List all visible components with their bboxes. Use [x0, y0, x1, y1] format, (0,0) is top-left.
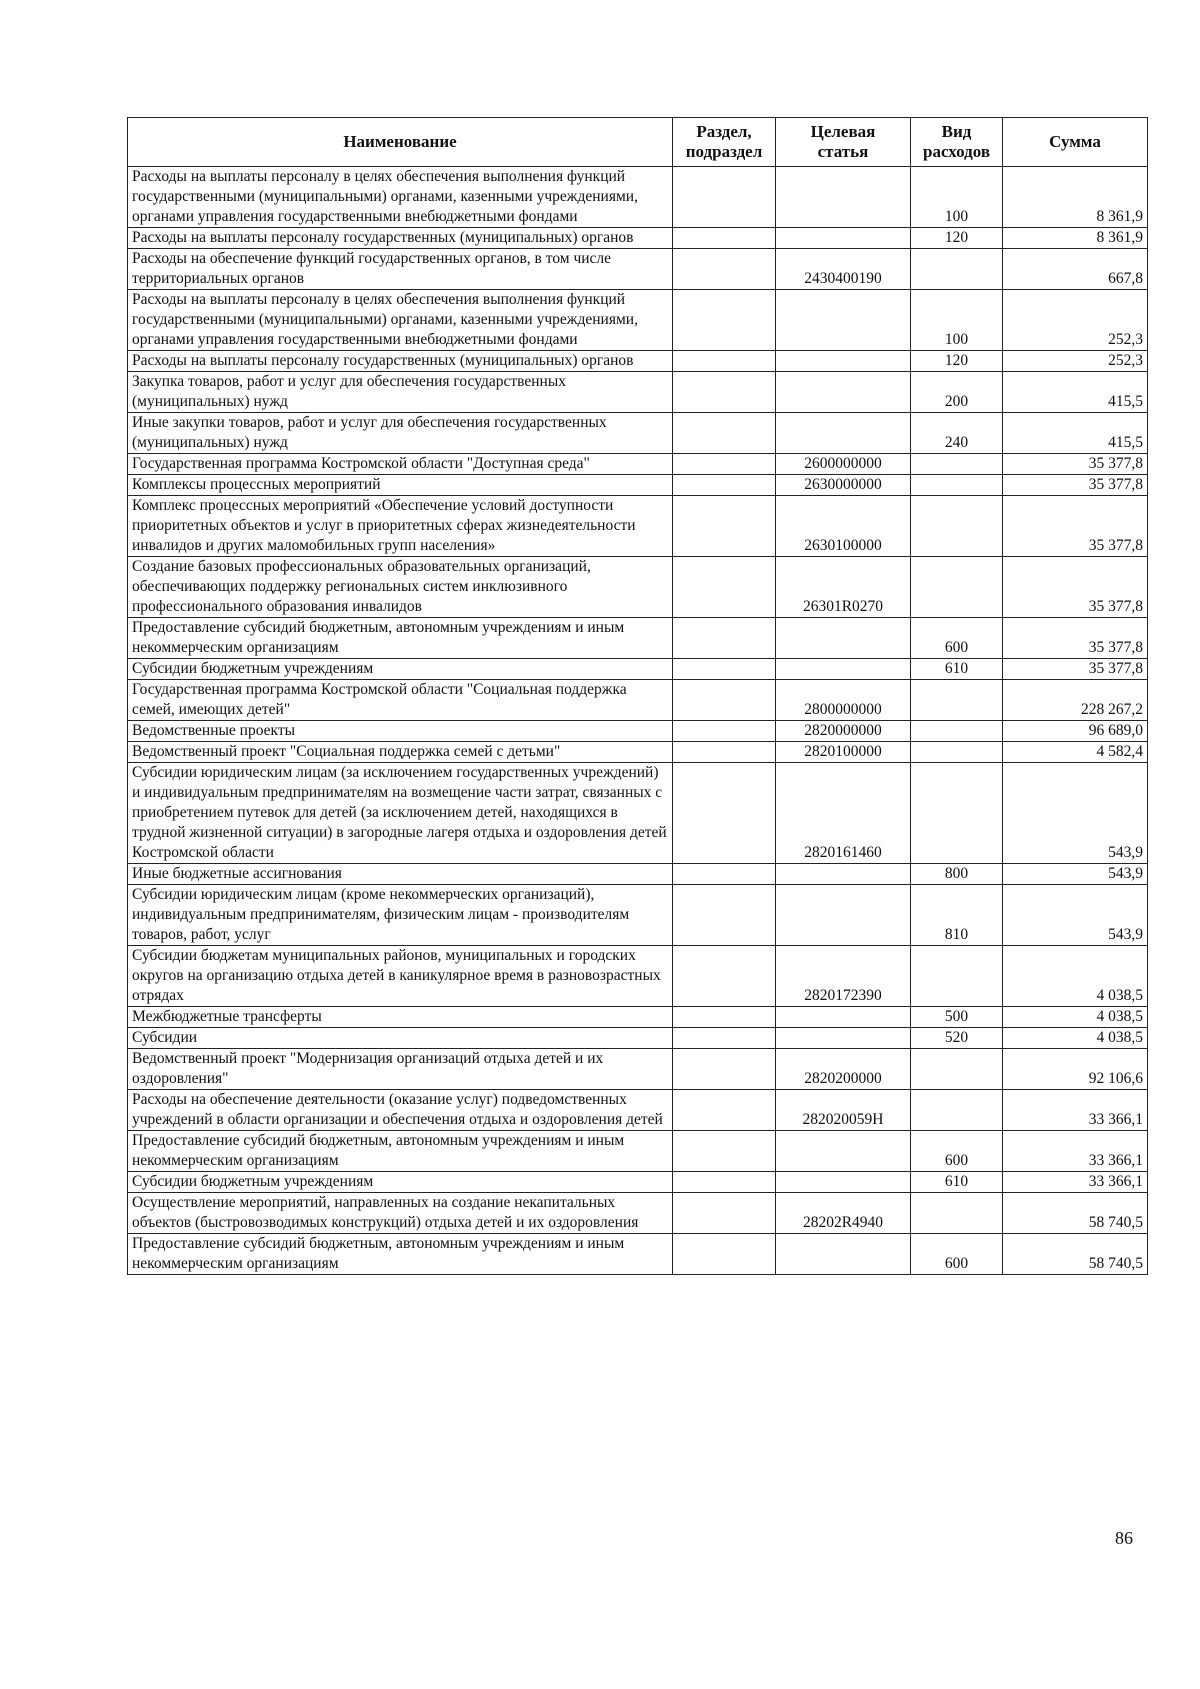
row-type: 500 [911, 1007, 1003, 1028]
row-target: 2800000000 [776, 680, 911, 721]
row-name: Расходы на выплаты персоналу государственных (муниципальных) органов [128, 228, 673, 249]
row-sum: 33 366,1 [1003, 1090, 1148, 1131]
table-row [128, 721, 1148, 742]
row-type [911, 680, 1003, 721]
row-type [911, 475, 1003, 496]
row-section [673, 659, 776, 680]
table-row [128, 1049, 1148, 1090]
row-name: Иные бюджетные ассигнования [128, 864, 673, 885]
row-type [911, 721, 1003, 742]
row-target [776, 1131, 911, 1172]
table-row [128, 742, 1148, 763]
row-target: 28202R4940 [776, 1193, 911, 1234]
row-sum: 35 377,8 [1003, 454, 1148, 475]
table-body [128, 167, 1148, 1275]
page-number: 86 [1115, 1528, 1133, 1548]
row-name: Субсидии бюджетам муниципальных районов, муниципальных и городских округов на организацию отдыха детей в каникулярное время в разновозрастных отрядах [128, 946, 673, 1007]
table-row [128, 413, 1148, 454]
row-sum: 4 038,5 [1003, 1028, 1148, 1049]
row-type: 610 [911, 659, 1003, 680]
row-target [776, 1234, 911, 1275]
row-section [673, 228, 776, 249]
row-name: Предоставление субсидий бюджетным, автономным учреждениям и иным некоммерческим организациям [128, 1131, 673, 1172]
row-type: 600 [911, 618, 1003, 659]
row-target [776, 290, 911, 351]
row-target [776, 864, 911, 885]
row-name: Создание базовых профессиональных образовательных организаций, обеспечивающих поддержку региональных систем инклюзивного профессионального образования инвалидов [128, 557, 673, 618]
row-sum: 543,9 [1003, 763, 1148, 864]
header-target-line1: Целевая [810, 122, 876, 141]
row-target: 2820200000 [776, 1049, 911, 1090]
row-target: 26301R0270 [776, 557, 911, 618]
row-name: Субсидии бюджетным учреждениям [128, 1172, 673, 1193]
table-row [128, 659, 1148, 680]
row-sum: 33 366,1 [1003, 1131, 1148, 1172]
table-row [128, 946, 1148, 1007]
table-row [128, 1028, 1148, 1049]
table-row [128, 1007, 1148, 1028]
table-row [128, 1193, 1148, 1234]
row-sum: 96 689,0 [1003, 721, 1148, 742]
row-section [673, 1049, 776, 1090]
row-type: 120 [911, 228, 1003, 249]
row-name: Расходы на выплаты персоналу государственных (муниципальных) органов [128, 351, 673, 372]
header-type-line2: расходов [923, 142, 990, 161]
table-row [128, 680, 1148, 721]
row-target [776, 659, 911, 680]
row-sum: 228 267,2 [1003, 680, 1148, 721]
table-row [128, 249, 1148, 290]
row-section [673, 1131, 776, 1172]
row-section [673, 167, 776, 228]
header-section-line1: Раздел, [696, 122, 752, 141]
row-target: 2820100000 [776, 742, 911, 763]
table-row [128, 1234, 1148, 1275]
row-section [673, 618, 776, 659]
row-sum: 4 038,5 [1003, 1007, 1148, 1028]
row-sum: 252,3 [1003, 290, 1148, 351]
row-section [673, 763, 776, 864]
header-target-line2: статья [817, 142, 869, 161]
row-sum: 667,8 [1003, 249, 1148, 290]
table-row [128, 557, 1148, 618]
table-row [128, 885, 1148, 946]
row-section [673, 1090, 776, 1131]
row-name: Ведомственный проект "Социальная поддержка семей с детьми" [128, 742, 673, 763]
row-sum: 35 377,8 [1003, 659, 1148, 680]
row-name: Предоставление субсидий бюджетным, автономным учреждениям и иным некоммерческим организациям [128, 1234, 673, 1275]
row-sum: 4 038,5 [1003, 946, 1148, 1007]
row-section [673, 557, 776, 618]
row-sum: 92 106,6 [1003, 1049, 1148, 1090]
table-row [128, 475, 1148, 496]
row-section [673, 1007, 776, 1028]
row-sum: 415,5 [1003, 372, 1148, 413]
row-type [911, 496, 1003, 557]
row-target [776, 1172, 911, 1193]
row-sum: 252,3 [1003, 351, 1148, 372]
row-target: 2430400190 [776, 249, 911, 290]
row-name: Межбюджетные трансферты [128, 1007, 673, 1028]
row-sum: 543,9 [1003, 864, 1148, 885]
header-target [776, 118, 911, 167]
row-target [776, 228, 911, 249]
table-row [128, 763, 1148, 864]
row-name: Ведомственные проекты [128, 721, 673, 742]
table-row [128, 1131, 1148, 1172]
row-target: 2820172390 [776, 946, 911, 1007]
row-type: 610 [911, 1172, 1003, 1193]
row-target [776, 372, 911, 413]
row-section [673, 372, 776, 413]
row-sum: 58 740,5 [1003, 1193, 1148, 1234]
row-type [911, 454, 1003, 475]
row-name: Осуществление мероприятий, направленных на создание некапитальных объектов (быстровозводимых конструкций) отдыха детей и их оздоровления [128, 1193, 673, 1234]
header-type [911, 118, 1003, 167]
row-sum: 4 582,4 [1003, 742, 1148, 763]
row-type [911, 1193, 1003, 1234]
header-name: Наименование [128, 118, 673, 167]
table-row [128, 618, 1148, 659]
budget-table [127, 117, 1148, 1275]
row-section [673, 454, 776, 475]
table-row [128, 1090, 1148, 1131]
row-type: 100 [911, 290, 1003, 351]
row-type: 240 [911, 413, 1003, 454]
row-name: Расходы на выплаты персоналу в целях обеспечения выполнения функций государственными (муниципальными) органами, казенными учреждениями, органами управления государственными внебюджетными фондами [128, 167, 673, 228]
row-section [673, 290, 776, 351]
table-row [128, 351, 1148, 372]
table-row [128, 1172, 1148, 1193]
row-sum: 8 361,9 [1003, 228, 1148, 249]
row-sum: 35 377,8 [1003, 496, 1148, 557]
row-section [673, 1193, 776, 1234]
row-section [673, 351, 776, 372]
row-target [776, 351, 911, 372]
header-row [128, 118, 1148, 167]
row-name: Расходы на обеспечение функций государственных органов, в том числе территориальных органов [128, 249, 673, 290]
row-section [673, 413, 776, 454]
table-row [128, 167, 1148, 228]
row-section [673, 496, 776, 557]
row-type: 100 [911, 167, 1003, 228]
row-name: Закупка товаров, работ и услуг для обеспечения государственных (муниципальных) нужд [128, 372, 673, 413]
row-type [911, 742, 1003, 763]
header-type-line1: Вид [941, 122, 972, 141]
row-sum: 543,9 [1003, 885, 1148, 946]
row-target: 282020059Н [776, 1090, 911, 1131]
row-name: Комплексы процессных мероприятий [128, 475, 673, 496]
row-type: 600 [911, 1234, 1003, 1275]
row-name: Предоставление субсидий бюджетным, автономным учреждениям и иным некоммерческим организациям [128, 618, 673, 659]
row-target: 2820161460 [776, 763, 911, 864]
row-target [776, 885, 911, 946]
table-row [128, 864, 1148, 885]
row-section [673, 680, 776, 721]
table-row [128, 228, 1148, 249]
row-name: Субсидии бюджетным учреждениям [128, 659, 673, 680]
row-sum: 58 740,5 [1003, 1234, 1148, 1275]
row-type: 800 [911, 864, 1003, 885]
row-target: 2820000000 [776, 721, 911, 742]
row-name: Субсидии [128, 1028, 673, 1049]
row-section [673, 721, 776, 742]
row-section [673, 1234, 776, 1275]
row-type: 200 [911, 372, 1003, 413]
row-section [673, 249, 776, 290]
row-target [776, 618, 911, 659]
row-section [673, 742, 776, 763]
row-type: 810 [911, 885, 1003, 946]
row-type [911, 557, 1003, 618]
row-section [673, 864, 776, 885]
row-name: Государственная программа Костромской области "Доступная среда" [128, 454, 673, 475]
row-target [776, 413, 911, 454]
row-name: Расходы на обеспечение деятельности (оказание услуг) подведомственных учреждений в области организации и обеспечения отдыха и оздоровления детей [128, 1090, 673, 1131]
row-type [911, 763, 1003, 864]
row-name: Комплекс процессных мероприятий «Обеспечение условий доступности приоритетных объектов и услуг в приоритетных сферах жизнедеятельности инвалидов и других маломобильных групп населения» [128, 496, 673, 557]
row-target [776, 167, 911, 228]
row-sum: 35 377,8 [1003, 618, 1148, 659]
row-sum: 35 377,8 [1003, 475, 1148, 496]
header-section-line2: подраздел [685, 142, 763, 161]
row-name: Государственная программа Костромской области "Социальная поддержка семей, имеющих детей" [128, 680, 673, 721]
row-type [911, 1090, 1003, 1131]
row-type: 600 [911, 1131, 1003, 1172]
table-row [128, 454, 1148, 475]
header-sum: Сумма [1003, 118, 1148, 167]
row-section [673, 1172, 776, 1193]
row-type: 120 [911, 351, 1003, 372]
row-name: Субсидии юридическим лицам (кроме некоммерческих организаций), индивидуальным предпринимателям, физическим лицам - производителям товаров, работ, услуг [128, 885, 673, 946]
row-section [673, 946, 776, 1007]
row-name: Ведомственный проект "Модернизация организаций отдыха детей и их оздоровления" [128, 1049, 673, 1090]
row-section [673, 1028, 776, 1049]
row-sum: 35 377,8 [1003, 557, 1148, 618]
row-name: Расходы на выплаты персоналу в целях обеспечения выполнения функций государственными (муниципальными) органами, казенными учреждениями, органами управления государственными внебюджетными фондами [128, 290, 673, 351]
row-target [776, 1007, 911, 1028]
row-type: 520 [911, 1028, 1003, 1049]
row-type [911, 1049, 1003, 1090]
row-section [673, 885, 776, 946]
table-row [128, 372, 1148, 413]
row-sum: 8 361,9 [1003, 167, 1148, 228]
row-target: 2630000000 [776, 475, 911, 496]
row-type [911, 946, 1003, 1007]
row-section [673, 475, 776, 496]
row-name: Субсидии юридическим лицам (за исключением государственных учреждений) и индивидуальным предпринимателям на возмещение части затрат, связанных с приобретением путевок для детей (за исключением детей, находящихся в трудной жизненной ситуации) в загородные лагеря отдыха и оздоровления детей Костромской области [128, 763, 673, 864]
row-sum: 415,5 [1003, 413, 1148, 454]
row-target: 2630100000 [776, 496, 911, 557]
header-section [673, 118, 776, 167]
row-name: Иные закупки товаров, работ и услуг для обеспечения государственных (муниципальных) нужд [128, 413, 673, 454]
row-target [776, 1028, 911, 1049]
table-row [128, 290, 1148, 351]
row-type [911, 249, 1003, 290]
row-sum: 33 366,1 [1003, 1172, 1148, 1193]
table-row [128, 496, 1148, 557]
row-target: 2600000000 [776, 454, 911, 475]
